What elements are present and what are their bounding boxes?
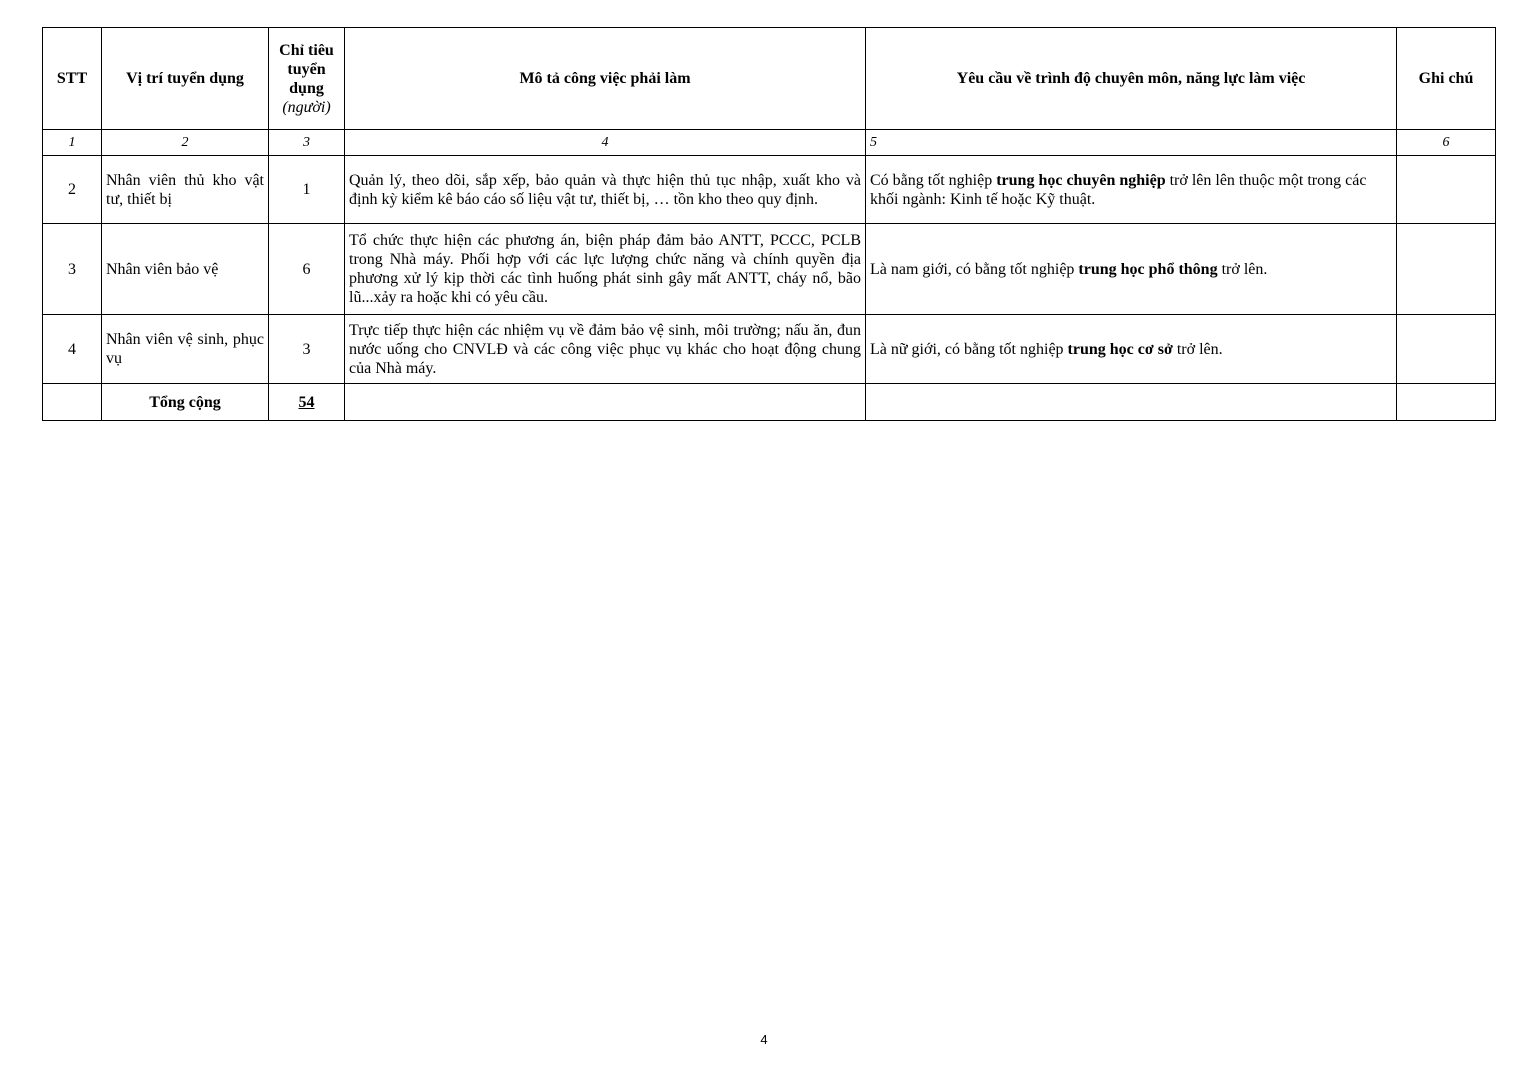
row-description: Trực tiếp thực hiện các nhiệm vụ về đảm bảo vệ sinh, môi trường; nấu ăn, đun nước uống cho CNVLĐ và các công việc phục vụ khác cho hoạt động chung của Nhà máy. — [345, 315, 866, 384]
header-quota — [269, 28, 345, 130]
requirement-level: trung học cơ sở — [1067, 340, 1173, 358]
total-empty-cell — [345, 384, 866, 421]
column-number: 4 — [345, 130, 866, 156]
header-stt: STT — [43, 28, 102, 130]
row-description: Quản lý, theo dõi, sắp xếp, bảo quản và thực hiện thủ tục nhập, xuất kho và định kỳ kiểm kê báo cáo số liệu vật tư, thiết bị, … tồn kho theo quy định. — [345, 156, 866, 224]
column-number-row — [43, 130, 1496, 156]
recruitment-table — [42, 27, 1496, 421]
row-position: Nhân viên bảo vệ — [102, 224, 269, 315]
header-requirements: Yêu cầu về trình độ chuyên môn, năng lực làm việc — [866, 28, 1397, 130]
row-note — [1397, 156, 1496, 224]
row-position: Nhân viên vệ sinh, phục vụ — [102, 315, 269, 384]
column-number: 2 — [102, 130, 269, 156]
row-quota: 3 — [269, 315, 345, 384]
total-empty-cell — [866, 384, 1397, 421]
page-number: 4 — [760, 1032, 768, 1047]
row-stt: 3 — [43, 224, 102, 315]
row-note — [1397, 224, 1496, 315]
total-empty-cell — [1397, 384, 1496, 421]
row-quota: 6 — [269, 224, 345, 315]
table-row — [43, 224, 1496, 315]
total-empty-cell — [43, 384, 102, 421]
requirement-text: Có bằng tốt nghiệp — [870, 171, 997, 189]
header-quota-label: Chỉ tiêu tuyển dụng — [279, 41, 334, 97]
header-position: Vị trí tuyển dụng — [102, 28, 269, 130]
row-position: Nhân viên thủ kho vật tư, thiết bị — [102, 156, 269, 224]
total-row — [43, 384, 1496, 421]
total-label: Tổng cộng — [102, 384, 269, 421]
header-row — [43, 28, 1496, 130]
table-row — [43, 156, 1496, 224]
column-number: 5 — [866, 130, 1397, 156]
table-row — [43, 315, 1496, 384]
total-value: 54 — [269, 384, 345, 421]
row-note — [1397, 315, 1496, 384]
column-number: 1 — [43, 130, 102, 156]
row-requirements — [866, 224, 1397, 315]
requirement-text: Là nam giới, có bằng tốt nghiệp — [870, 260, 1079, 278]
row-requirements — [866, 156, 1397, 224]
row-quota: 1 — [269, 156, 345, 224]
requirement-text: Là nữ giới, có bằng tốt nghiệp — [870, 340, 1068, 358]
requirement-text: trở lên lên thuộc một trong các khối ngành: Kinh tế hoặc Kỹ thuật. — [870, 171, 1367, 208]
column-number: 3 — [269, 130, 345, 156]
requirement-text: trở lên. — [1217, 260, 1268, 278]
row-description: Tổ chức thực hiện các phương án, biện pháp đảm bảo ANTT, PCCC, PCLB trong Nhà máy. Phối hợp với các lực lượng chức năng và chính quyền địa phương xử lý kịp thời các tình huống phát sinh gây mất ANTT, cháy nổ, bão lũ...xảy ra hoặc khi có yêu cầu. — [345, 224, 866, 315]
requirement-level: trung học chuyên nghiệp — [996, 171, 1166, 189]
row-requirements — [866, 315, 1397, 384]
row-stt: 4 — [43, 315, 102, 384]
header-notes: Ghi chú — [1397, 28, 1496, 130]
column-number: 6 — [1397, 130, 1496, 156]
header-quota-unit: (người) — [282, 98, 331, 116]
row-stt: 2 — [43, 156, 102, 224]
header-description: Mô tả công việc phải làm — [345, 28, 866, 130]
requirement-text: trở lên. — [1172, 340, 1223, 358]
requirement-level: trung học phổ thông — [1078, 260, 1218, 278]
